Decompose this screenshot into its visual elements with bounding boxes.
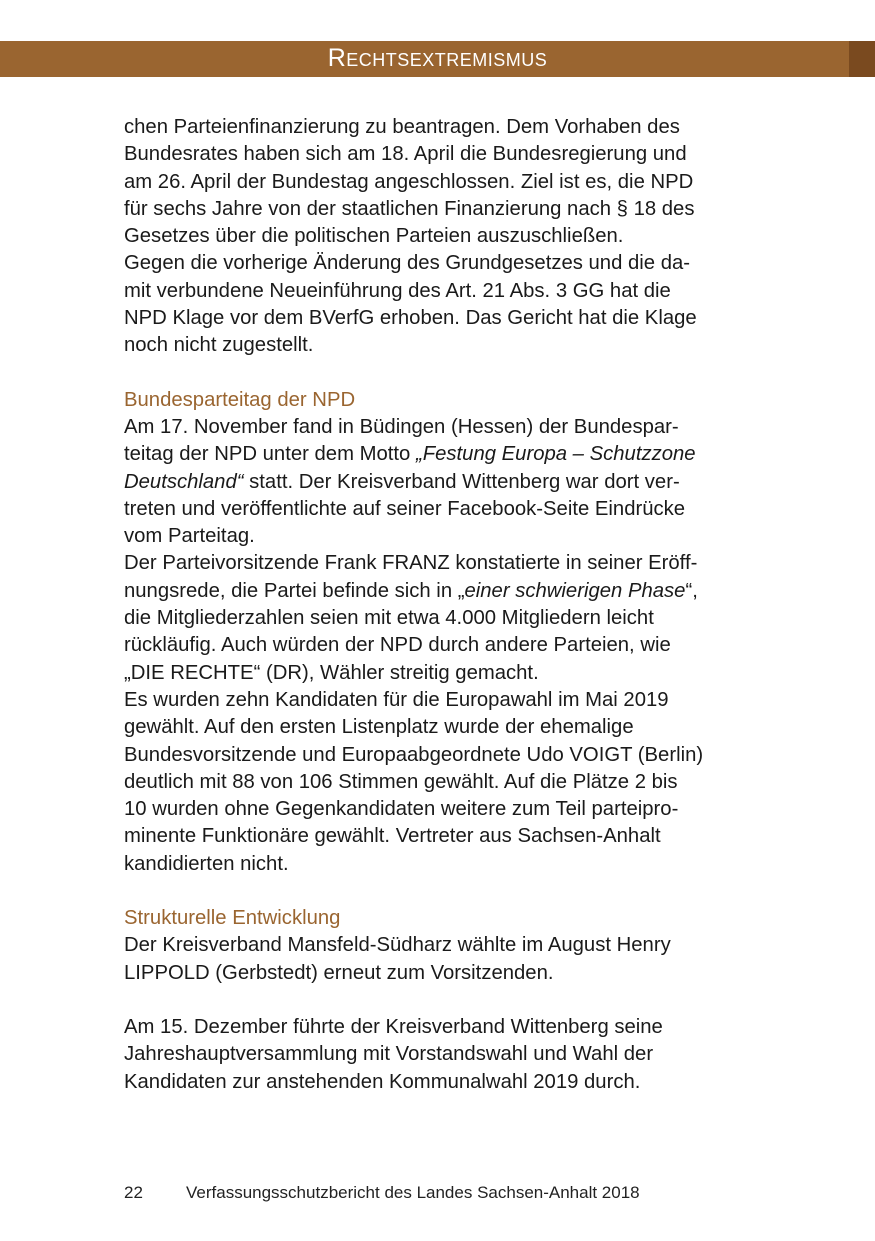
text-line: Der Kreisverband Mansfeld-Südharz wählte im August Henry (124, 934, 671, 957)
paragraph-spacer (124, 360, 754, 387)
text-line: gewählt. Auf den ersten Listenplatz wurde der ehemalige (124, 716, 634, 739)
text-line: die Mitgliederzahlen seien mit etwa 4.000 Mitgliedern leicht (124, 607, 654, 630)
text-run: statt. Der Kreisverband Wittenberg war dort ver- (243, 470, 680, 493)
text-line: deutlich mit 88 von 106 Stimmen gewählt. Auf die Plätze 2 bis (124, 770, 678, 793)
text-line: LIPPOLD (Gerbstedt) erneut zum Vorsitzenden. (124, 961, 554, 984)
text-line: für sechs Jahre von der staatlichen Finanzierung nach § 18 des (124, 197, 695, 220)
paragraph-5 (124, 687, 754, 878)
paragraph-1 (124, 114, 754, 250)
text-run: nungsrede, die Partei befinde sich in „ (124, 579, 465, 602)
text-line: Gegen die vorherige Änderung des Grundgesetzes und die da- (124, 252, 691, 275)
paragraph-spacer (124, 987, 754, 1014)
paragraph-4 (124, 550, 754, 686)
text-line: Gesetzes über die politischen Parteien auszuschließen. (124, 225, 624, 248)
paragraph-7 (124, 1014, 754, 1096)
paragraph-3 (124, 414, 754, 550)
paragraph-6 (124, 932, 754, 987)
text-line: minente Funktionäre gewählt. Vertreter aus Sachsen-Anhalt (124, 825, 661, 848)
page-number: 22 (124, 1183, 143, 1202)
section-heading-strukturelle-entwicklung: Strukturelle Entwicklung (124, 907, 341, 930)
text-line: rückläufig. Auch würden der NPD durch andere Parteien, wie (124, 634, 671, 657)
text-line: chen Parteienfinanzierung zu beantragen. Dem Vorhaben des (124, 116, 680, 138)
paragraph-spacer (124, 878, 754, 905)
paragraph-2 (124, 250, 754, 359)
motto-quote: „Festung Europa – Schutzzone (415, 443, 696, 466)
section-heading-bundesparteitag: Bundesparteitag der NPD (124, 388, 356, 411)
section-title: Rechtsextremismus (327, 44, 548, 72)
text-line: Jahreshauptversammlung mit Vorstandswahl und Wahl der (124, 1043, 654, 1066)
text-line: vom Parteitag. (124, 525, 255, 548)
motto-quote: Deutschland“ (124, 470, 244, 493)
page-footer (124, 1183, 640, 1203)
publication-title: Verfassungsschutzbericht des Landes Sachsen-Anhalt 2018 (186, 1183, 640, 1202)
text-line: Bundesvorsitzende und Europaabgeordnete Udo VOIGT (Berlin) (124, 743, 704, 766)
text-line: noch nicht zugestellt. (124, 334, 314, 357)
text-line (124, 441, 754, 468)
text-line: am 26. April der Bundestag angeschlossen. Ziel ist es, die NPD (124, 170, 694, 193)
text-run: “, (685, 579, 698, 602)
text-line: Es wurden zehn Kandidaten für die Europawahl im Mai 2019 (124, 688, 669, 711)
text-line (124, 578, 754, 605)
text-line: Am 17. November fand in Büdingen (Hessen) der Bundespar- (124, 415, 679, 438)
text-line: Der Parteivorsitzende Frank FRANZ konstatierte in seiner Eröff- (124, 552, 698, 575)
quote-emphasis: einer schwierigen Phase (464, 579, 686, 602)
text-line: treten und veröffentlichte auf seiner Facebook-Seite Eindrücke (124, 497, 686, 520)
text-line: „DIE RECHTE“ (DR), Wähler streitig gemacht. (124, 661, 539, 684)
text-line: kandidierten nicht. (124, 852, 289, 875)
text-line: Kandidaten zur anstehenden Kommunalwahl 2019 durch. (124, 1070, 641, 1093)
text-line: Am 15. Dezember führte der Kreisverband Wittenberg seine (124, 1015, 663, 1038)
text-line (124, 469, 754, 496)
text-line: 10 wurden ohne Gegenkandidaten weitere zum Teil parteipro- (124, 798, 679, 821)
text-line: Bundesrates haben sich am 18. April die Bundesregierung und (124, 143, 687, 166)
text-run: teitag der NPD unter dem Motto (124, 443, 416, 466)
section-header-bar (0, 41, 875, 77)
text-line: mit verbundene Neueinführung des Art. 21 Abs. 3 GG hat die (124, 279, 671, 302)
text-line: NPD Klage vor dem BVerfG erhoben. Das Gericht hat die Klage (124, 307, 697, 330)
main-text (124, 114, 754, 1096)
